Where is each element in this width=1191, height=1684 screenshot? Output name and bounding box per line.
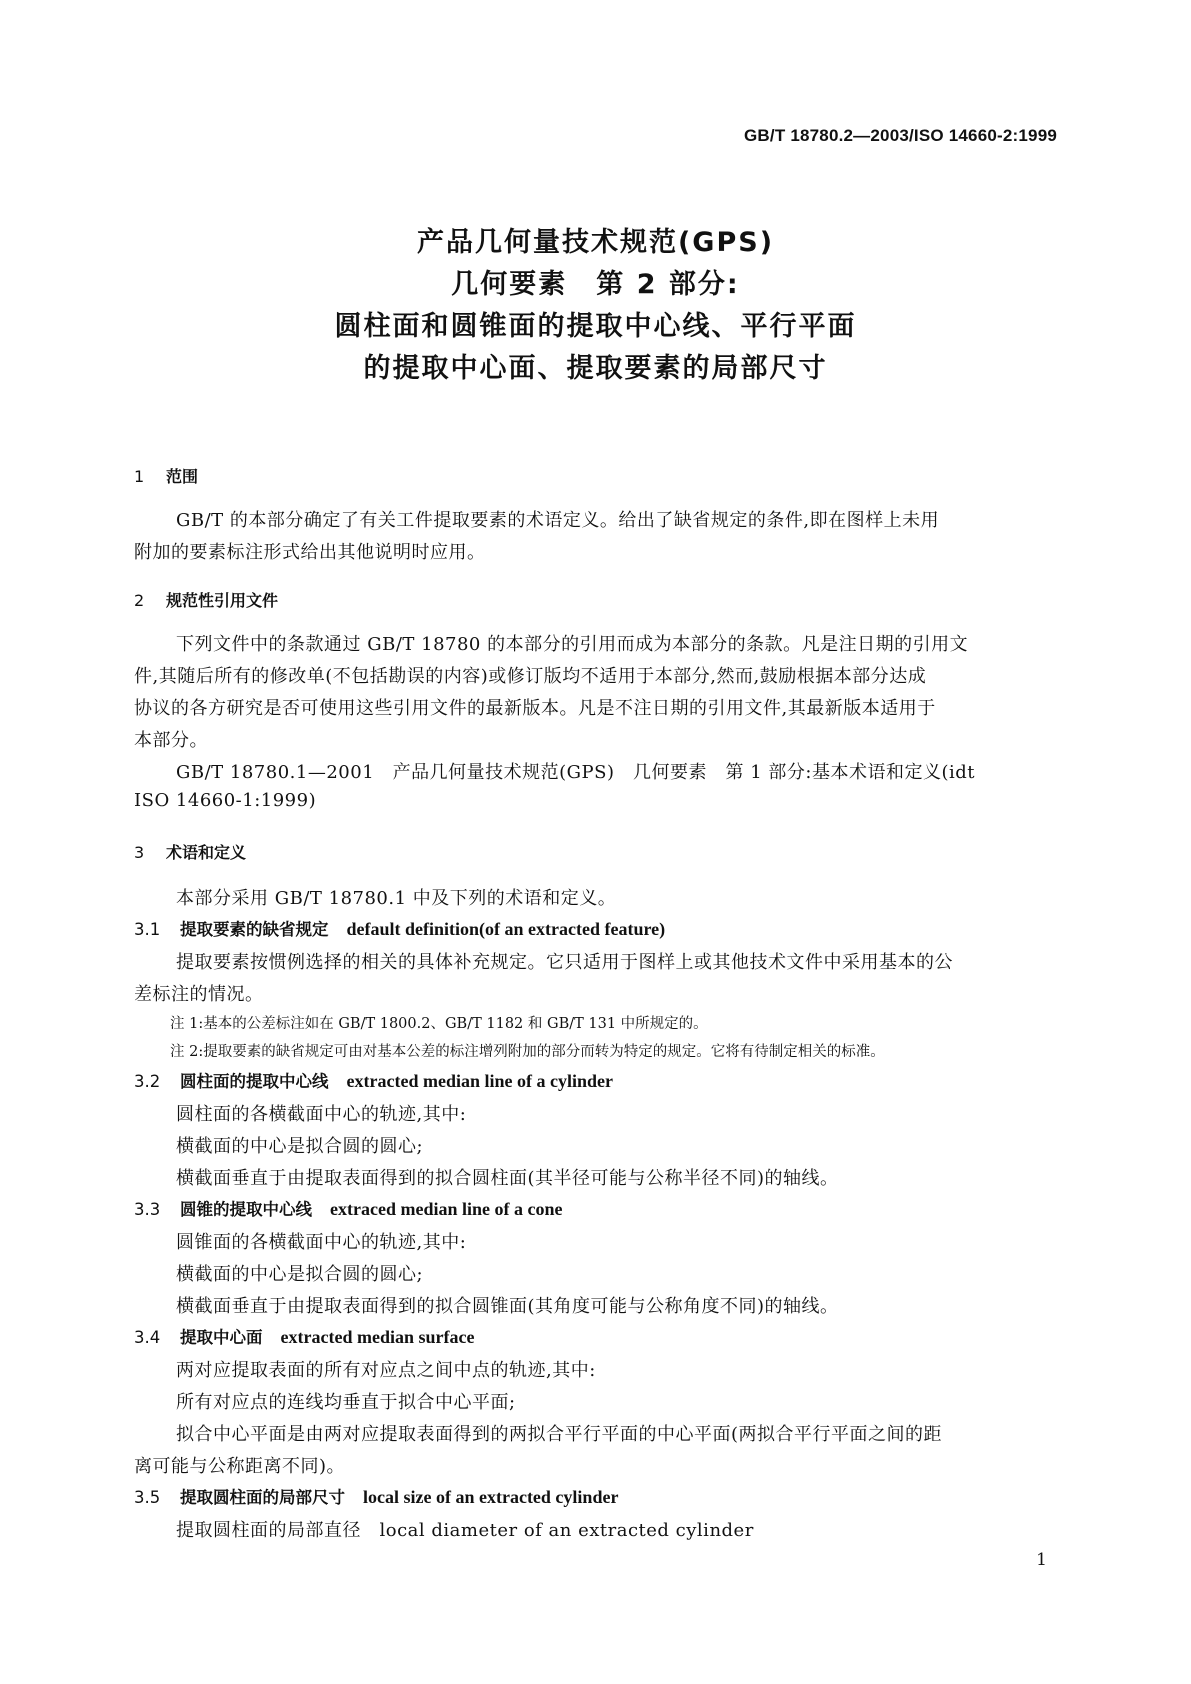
section-title: 术语和定义 [166,843,247,862]
paragraph-line: 所有对应点的连线均垂直于拟合中心平面; [176,1392,516,1413]
term-cn: 圆锥的提取中心线 [180,1200,312,1219]
section-number: 3 [134,843,145,862]
paragraph-line: 件,其随后所有的修改单(不包括勘误的内容)或修订版均不适用于本部分,然而,鼓励根据本部分达成 [134,666,927,687]
paragraph-line: 圆柱面的各横截面中心的轨迹,其中: [176,1104,467,1125]
paragraph-line: 横截面的中心是拟合圆的圆心; [176,1136,424,1157]
section-number: 1 [134,467,145,486]
standard-code: GB/T 18780.2—2003/ISO 14660-2:1999 [744,126,1057,145]
paragraph-line: 下列文件中的条款通过 GB/T 18780 的本部分的引用而成为本部分的条款。凡是注日期的引用文 [176,634,969,655]
section-number: 2 [134,591,145,610]
term-3-1-heading [134,916,665,940]
term-en: local size of an extracted cylinder [363,1487,619,1507]
term-cn: 提取圆柱面的局部尺寸 [180,1488,345,1507]
section-1-heading [134,464,198,487]
paragraph-line: 拟合中心平面是由两对应提取表面得到的两拟合平行平面的中心平面(两拟合平行平面之间的距 [176,1424,943,1445]
paragraph-line: 附加的要素标注形式给出其他说明时应用。 [134,542,486,563]
reference-line: GB/T 18780.1—2001 产品几何量技术规范(GPS) 几何要素 第 1 部分:基本术语和定义(idt [176,762,976,783]
note-line: 注 2:提取要素的缺省规定可由对基本公差的标注增列附加的部分而转为特定的规定。它将有待制定相关的标准。 [170,1044,885,1060]
term-en: default definition(of an extracted feature) [346,919,666,939]
paragraph-line: 横截面垂直于由提取表面得到的拟合圆柱面(其半径可能与公称半径不同)的轴线。 [176,1168,839,1189]
page-number: 1 [1036,1550,1047,1570]
paragraph-line: 圆锥面的各横截面中心的轨迹,其中: [176,1232,467,1253]
section-2-heading [134,588,278,611]
section-3-heading [134,840,246,863]
reference-line: ISO 14660-1:1999) [134,790,317,811]
term-3-3-heading [134,1196,562,1220]
note-line: 注 1:基本的公差标注如在 GB/T 1800.2、GB/T 1182 和 GB/T 131 中所规定的。 [170,1016,708,1032]
section-title: 范围 [166,467,199,486]
term-number: 3.3 [134,1200,161,1219]
term-3-5-heading [134,1484,618,1508]
term-en: extraced median line of a cone [330,1199,563,1219]
term-en: extracted median surface [280,1327,475,1347]
term-number: 3.4 [134,1328,161,1347]
term-cn: 提取中心面 [180,1328,263,1347]
term-cn: 提取要素的缺省规定 [180,920,329,939]
paragraph-line: 协议的各方研究是否可使用这些引用文件的最新版本。凡是不注日期的引用文件,其最新版本适用于 [134,698,936,719]
section-title: 规范性引用文件 [166,591,279,610]
term-3-4-heading [134,1324,474,1348]
paragraph-line: 本部分。 [134,730,208,751]
term-en: extracted median line of a cylinder [346,1071,613,1091]
term-number: 3.1 [134,920,161,939]
title-line-3: 圆柱面和圆锥面的提取中心线、平行平面 [334,311,857,342]
term-number: 3.5 [134,1488,161,1507]
paragraph-line: 离可能与公称距离不同)。 [134,1456,346,1477]
term-3-2-heading [134,1068,613,1092]
title-line-2: 几何要素 第 2 部分: [451,269,740,300]
paragraph-line: 差标注的情况。 [134,984,264,1005]
title-line-4: 的提取中心面、提取要素的局部尺寸 [363,353,828,384]
title-line-1: 产品几何量技术规范(GPS) [416,227,775,258]
paragraph-line: 横截面的中心是拟合圆的圆心; [176,1264,424,1285]
term-number: 3.2 [134,1072,161,1091]
term-cn: 圆柱面的提取中心线 [180,1072,329,1091]
paragraph-line: 提取要素按惯例选择的相关的具体补充规定。它只适用于图样上或其他技术文件中采用基本的公 [176,952,953,973]
paragraph-line: 提取圆柱面的局部直径 local diameter of an extracted cylinder [176,1520,754,1541]
paragraph-line: GB/T 的本部分确定了有关工件提取要素的术语定义。给出了缺省规定的条件,即在图样上未用 [176,510,940,531]
paragraph-line: 横截面垂直于由提取表面得到的拟合圆锥面(其角度可能与公称角度不同)的轴线。 [176,1296,839,1317]
paragraph-line: 本部分采用 GB/T 18780.1 中及下列的术语和定义。 [176,888,617,909]
paragraph-line: 两对应提取表面的所有对应点之间中点的轨迹,其中: [176,1360,596,1381]
